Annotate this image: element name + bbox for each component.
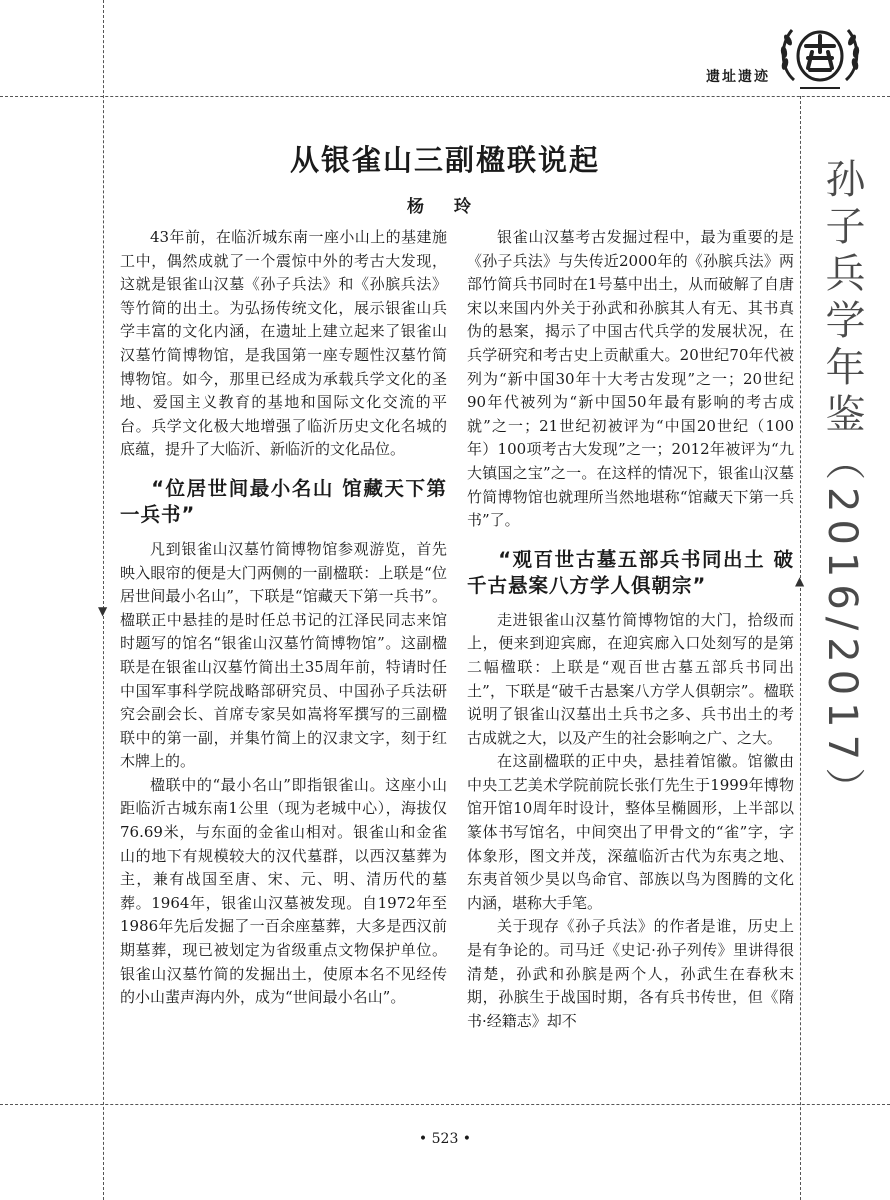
right-column <box>467 226 794 1033</box>
left-margin-rule <box>103 0 104 1200</box>
page-number: • 523 • <box>418 1131 472 1147</box>
left-paragraph-1: 43年前，在临沂城东南一座小山上的基建施工中，偶然成就了一个震惊中外的考古大发现，这就是银雀山汉墓《孙子兵法》和《孙膑兵法》等竹简的出土。为弘扬传统文化，展示银雀山兵学丰富的文化内涵，在遗址上建立起来了银雀山汉墓竹简博物馆，是我国第一座专题性汉墓竹简博物馆。如今，那里已经成为承载兵学文化的圣地、爱国主义教育的基地和国际文化交流的平台。兵学文化极大地增强了临沂历史文化名城的底蕴，提升了大临沂、新临沂的文化品位。 <box>120 228 447 459</box>
section-label: 遗址遗迹 <box>706 69 770 85</box>
yearbook-side-title: 孙子兵学年鉴（2016/2017） <box>819 158 865 815</box>
left-column <box>120 226 447 1010</box>
right-paragraph-1: 银雀山汉墓考古发掘过程中，最为重要的是《孙子兵法》与失传近2000年的《孙膑兵法》两部竹简兵书同时在1号墓中出土，从而破解了自唐宋以来国内外关于孙武和孙膑其人有无、其书真伪的悬案，揭示了中国古代兵学的发展状况，在兵学研究和考古史上贡献重大。20世纪70年代被列为“新中国30年十大考古发现”之一；20世纪90年代被列为“新中国50年最有影响的考古成就”之一；21世纪初被评为“中国20世纪（100年）100项考古大发现”之一；2012年被评为“九大镇国之宝”之一。在这样的情况下，银雀山汉墓竹简博物馆也就理所当然地堪称“馆藏天下第一兵书”了。 <box>467 228 794 530</box>
left-subheading: “位居世间最小名山 馆藏天下第一兵书” <box>120 476 447 526</box>
header-rule <box>0 96 890 97</box>
footer-rule <box>0 1104 890 1105</box>
sunzi-yearbook-emblem-icon <box>774 18 866 98</box>
right-paragraph-4: 关于现存《孙子兵法》的作者是谁，历史上是有争论的。司马迁《史记·孙子列传》里讲得很清楚，孙武和孙膑是两个人，孙武生在春秋末期，孙膑生于战国时期，各有兵书传世，但《隋书·经籍志》却不 <box>467 917 794 1030</box>
left-margin-arrow: ▼ <box>98 604 108 618</box>
article-author: 杨 玲 <box>407 197 483 217</box>
left-paragraph-3: 楹联中的“最小名山”即指银雀山。这座小山距临沂古城东南1公里（现为老城中心），海拔仅76.69米，与东面的金雀山相对。银雀山和金雀山的地下有规模较大的汉代墓群，以西汉墓葬为主，兼有战国至唐、宋、元、明、清历代的墓葬。1964年，银雀山汉墓被发现。自1972年至1986年先后发掘了一百余座墓葬，大多是西汉前期墓葬，现已被划定为省级重点文物保护单位。银雀山汉墓竹简的发掘出土，使原本名不见经传的小山蜚声海内外，成为“世间最小名山”。 <box>120 775 447 1007</box>
left-paragraph-2: 凡到银雀山汉墓竹简博物馆参观游览，首先映入眼帘的便是大门两侧的一副楹联：上联是“位居世间最小名山”，下联是“馆藏天下第一兵书”。楹联正中悬挂的是时任总书记的江泽民同志来馆时题写的馆名“银雀山汉墓竹简博物馆”。这副楹联是在银雀山汉墓竹简出土35周年前，特请时任中国军事科学院战略部研究员、中国孙子兵法研究会副会长、首席专家吴如嵩将军撰写的三副楹联中的第一副，并集竹简上的汉隶文字，刻于红木牌上的。 <box>120 539 447 771</box>
article-title: 从银雀山三副楹联说起 <box>289 143 600 177</box>
right-subheading: “观百世古墓五部兵书同出土 破千古悬案八方学人俱朝宗” <box>467 547 794 597</box>
right-margin-arrow: ▲ <box>795 574 805 588</box>
right-paragraph-3: 在这副楹联的正中央，悬挂着馆徽。馆徽由中央工艺美术学院前院长张仃先生于1999年博物馆开馆10周年时设计，整体呈椭圆形，上半部以篆体书写馆名，中间突出了甲骨文的“雀”字，字体象形，图文并茂，深蕴临沂古代为东夷之地、东夷首领少昊以鸟命官、部族以鸟为图腾的文化内涵，堪称大手笔。 <box>467 752 794 912</box>
right-paragraph-2: 走进银雀山汉墓竹简博物馆的大门，拾级而上，便来到迎宾廊，在迎宾廊入口处刻写的是第二幅楹联：上联是“观百世古墓五部兵书同出土”，下联是“破千古悬案八方学人俱朝宗”。楹联说明了银雀山汉墓出土兵书之多、兵书出土的考古成就之大，以及产生的社会影响之广、之大。 <box>467 610 794 747</box>
right-margin-rule-bottom <box>800 588 801 1200</box>
